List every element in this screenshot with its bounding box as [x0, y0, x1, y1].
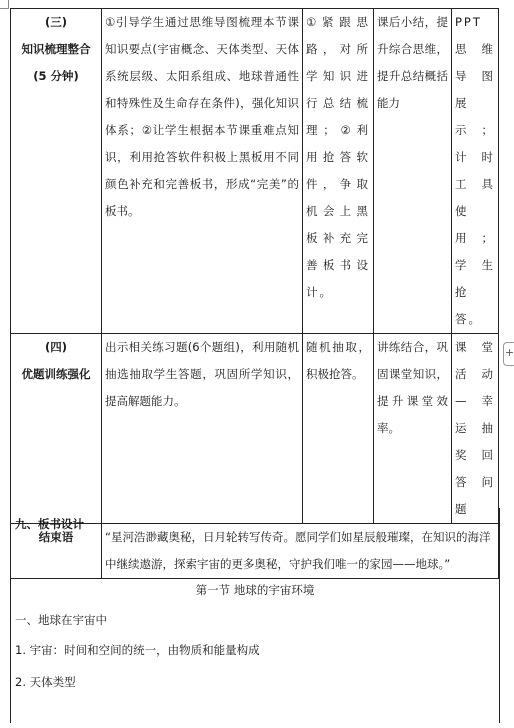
design-intent-text: 课后小结，提升综合思维，提升总结概括能力: [377, 15, 448, 110]
outline-line: 2. 天体类型: [15, 675, 76, 689]
outline-line: 一、地球在宇宙中: [15, 613, 107, 627]
stage-time: (5 分钟): [33, 69, 79, 83]
section-heading: 九、板书设计: [15, 517, 84, 531]
page-corner-mark: [0, 0, 9, 9]
design-intent-cell: [374, 9, 452, 334]
design-intent-text: 讲练结合，巩固课堂知识，提升课堂效率。: [377, 340, 448, 435]
stage-name: 优题训练强化: [21, 367, 91, 381]
teacher-activity-text: 出示相关练习题(6个题组)，利用随机抽选抽取学生答题，巩固所学知识，提高解题能力。: [105, 340, 299, 408]
media-cell: [452, 9, 499, 334]
teacher-activity-text: ①引导学生通过思维导图梳理本节课知识要点(宇宙概念、天体类型、天体系统层级、太阳系组成、地球普通性和特殊性及生命存在条件)，强化知识体系；②让学生根据本节课重难点知识，利用抢答软件积极上黑板用不同颜色补充和完善板书，形成“完美”的板书。: [105, 15, 299, 218]
design-intent-cell: [374, 334, 452, 524]
table-row: [11, 334, 499, 524]
student-activity-text: 随机抽取，积极抢答。: [306, 340, 370, 381]
lesson-plan-table: [10, 8, 499, 579]
media-text: 课堂活动—幸运抽奖回答问题: [455, 340, 495, 516]
ending-label: 结束语: [11, 524, 102, 579]
stage-cell: [11, 334, 102, 524]
ending-text: “星河浩渺藏奥秘，日月轮转写传奇。愿同学们如星辰般璀璨，在知识的海洋中继续遨游，探索宇宙的更多奥秘，守护我们唯一的家园——地球。”: [102, 524, 499, 579]
table-row: [11, 9, 499, 334]
media-text: PPT思维导图展示；计时工具使用；学生抢答。: [455, 15, 495, 326]
board-design-section: [10, 508, 500, 723]
add-icon[interactable]: +: [503, 342, 514, 366]
teacher-activity-cell: [102, 9, 303, 334]
stage-number: (三): [44, 15, 67, 29]
stage-number: (四): [44, 340, 67, 354]
stage-cell: [11, 9, 102, 334]
lesson-title: 第一节 地球的宇宙环境: [195, 583, 315, 597]
student-activity-cell: [303, 9, 374, 334]
teacher-activity-cell: [102, 334, 303, 524]
media-cell: [452, 334, 499, 524]
stage-name: 知识梳理整合: [21, 42, 91, 56]
outline-line: 1. 宇宙：时间和空间的统一，由物质和能量构成: [15, 643, 260, 657]
student-activity-cell: [303, 334, 374, 524]
student-activity-text: ①紧跟思路，对所学知识进行总结梳理；②利用抢答软件，争取机会上黑板补充完善板书设计。: [306, 15, 370, 299]
